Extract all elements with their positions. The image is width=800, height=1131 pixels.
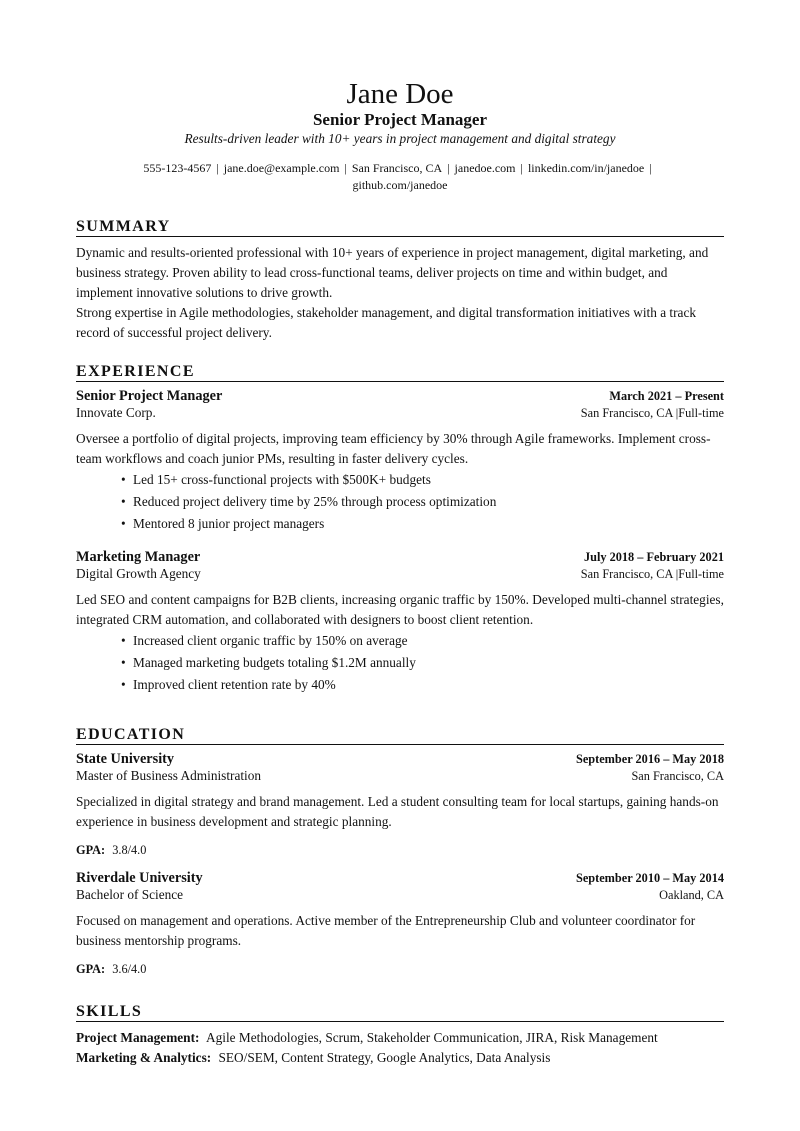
job-location: San Francisco, CA	[580, 406, 673, 420]
job-type: |Full-time	[675, 406, 724, 420]
job-bullets	[76, 469, 724, 535]
skill-group-items: Agile Methodologies, Scrum, Stakeholder Communication, JIRA, Risk Management	[206, 1030, 658, 1045]
job-role: Marketing Manager	[76, 549, 201, 565]
job-company: Digital Growth Agency	[76, 566, 201, 581]
job-role: Senior Project Manager	[76, 388, 223, 404]
gpa-label: GPA:	[76, 962, 106, 976]
candidate-title: Senior Project Manager	[312, 110, 488, 129]
school-description: Specialized in digital strategy and brand management. Led a student consulting team for local startups, gaining hands-on experience in business development and strategic planning.	[76, 794, 719, 829]
gpa-line	[76, 959, 724, 979]
contact-separator: |	[447, 161, 450, 175]
school-location: Oakland, CA	[659, 888, 724, 902]
job-entry	[76, 549, 724, 696]
candidate-name: Jane Doe	[346, 78, 454, 110]
contact-separator: |	[216, 161, 219, 175]
resume-header	[76, 78, 724, 194]
section-heading: EXPERIENCE	[76, 363, 724, 382]
education-entry	[76, 751, 724, 860]
section-heading: SKILLS	[76, 1003, 724, 1022]
degree: Master of Business Administration	[76, 768, 262, 783]
list-item: • Increased client organic traffic by 150% on average	[133, 630, 724, 652]
school-location: San Francisco, CA	[631, 769, 724, 783]
contact-phone: 555-123-4567	[143, 161, 212, 175]
job-company: Innovate Corp.	[76, 405, 156, 420]
list-item: • Improved client retention rate by 40%	[133, 674, 724, 696]
skill-group-label: Project Management:	[76, 1030, 200, 1045]
school-description: Focused on management and operations. Active member of the Entrepreneurship Club and volunteer coordinator for business mentorship programs.	[76, 913, 696, 948]
summary-paragraph: Dynamic and results-oriented professional with 10+ years of experience in project management, digital marketing, and business strategy. Proven ability to lead cross-functional teams, deliver projects on time and within budget, and implement innovative solutions to drive growth.	[76, 245, 709, 300]
gpa-value: 3.6/4.0	[112, 962, 147, 976]
job-location-line	[581, 567, 724, 582]
job-bullets	[76, 630, 724, 696]
contact-separator: |	[520, 161, 523, 175]
skill-group-items: SEO/SEM, Content Strategy, Google Analytics, Data Analysis	[218, 1050, 551, 1065]
skill-group	[76, 1028, 724, 1048]
job-dates: July 2018 – February 2021	[583, 550, 724, 564]
gpa-label: GPA:	[76, 843, 106, 857]
school-dates: September 2016 – May 2018	[575, 752, 724, 766]
experience-section	[76, 363, 724, 696]
education-entry	[76, 870, 724, 979]
list-item: • Managed marketing budgets totaling $1.2M annually	[133, 652, 724, 674]
school-name: Riverdale University	[76, 870, 203, 886]
job-location: San Francisco, CA	[580, 567, 673, 581]
summary-section	[76, 218, 724, 343]
contact-line	[76, 160, 724, 194]
degree: Bachelor of Science	[76, 887, 184, 902]
skills-section	[76, 1003, 724, 1068]
school-dates: September 2010 – May 2014	[575, 871, 724, 885]
school-name: State University	[76, 751, 175, 767]
skill-group-label: Marketing & Analytics:	[76, 1050, 212, 1065]
contact-linkedin[interactable]: linkedin.com/in/janedoe	[527, 161, 645, 175]
section-heading: SUMMARY	[76, 218, 724, 237]
contact-website[interactable]: janedoe.com	[454, 161, 516, 175]
gpa-value: 3.8/4.0	[112, 843, 147, 857]
candidate-tagline: Results-driven leader with 10+ years in project management and digital strategy	[184, 131, 616, 146]
job-type: |Full-time	[675, 567, 724, 581]
list-item: • Reduced project delivery time by 25% through process optimization	[133, 491, 724, 513]
job-entry	[76, 388, 724, 535]
contact-location: San Francisco, CA	[351, 161, 443, 175]
contact-separator: |	[344, 161, 347, 175]
contact-email[interactable]: jane.doe@example.com	[223, 161, 340, 175]
summary-paragraph: Strong expertise in Agile methodologies, stakeholder management, and digital transformation initiatives with a track record of successful project delivery.	[76, 305, 696, 340]
job-location-line	[581, 406, 724, 421]
list-item: • Mentored 8 junior project managers	[133, 513, 724, 535]
job-description: Oversee a portfolio of digital projects, improving team efficiency by 30% through Agile frameworks. Implement cross-team workflows and coach junior PMs, resulting in faster delivery cycles.	[76, 431, 711, 466]
job-description: Led SEO and content campaigns for B2B clients, increasing organic traffic by 150%. Developed multi-channel strategies, integrated CRM automation, and collaborated with designers to boost client retention.	[76, 592, 724, 627]
job-dates: March 2021 – Present	[609, 389, 724, 403]
education-section	[76, 726, 724, 979]
skill-group	[76, 1048, 724, 1068]
contact-separator: |	[649, 161, 652, 175]
contact-github[interactable]: github.com/janedoe	[352, 178, 448, 192]
gpa-line	[76, 840, 724, 860]
section-heading: EDUCATION	[76, 726, 724, 745]
list-item: • Led 15+ cross-functional projects with $500K+ budgets	[133, 469, 724, 491]
